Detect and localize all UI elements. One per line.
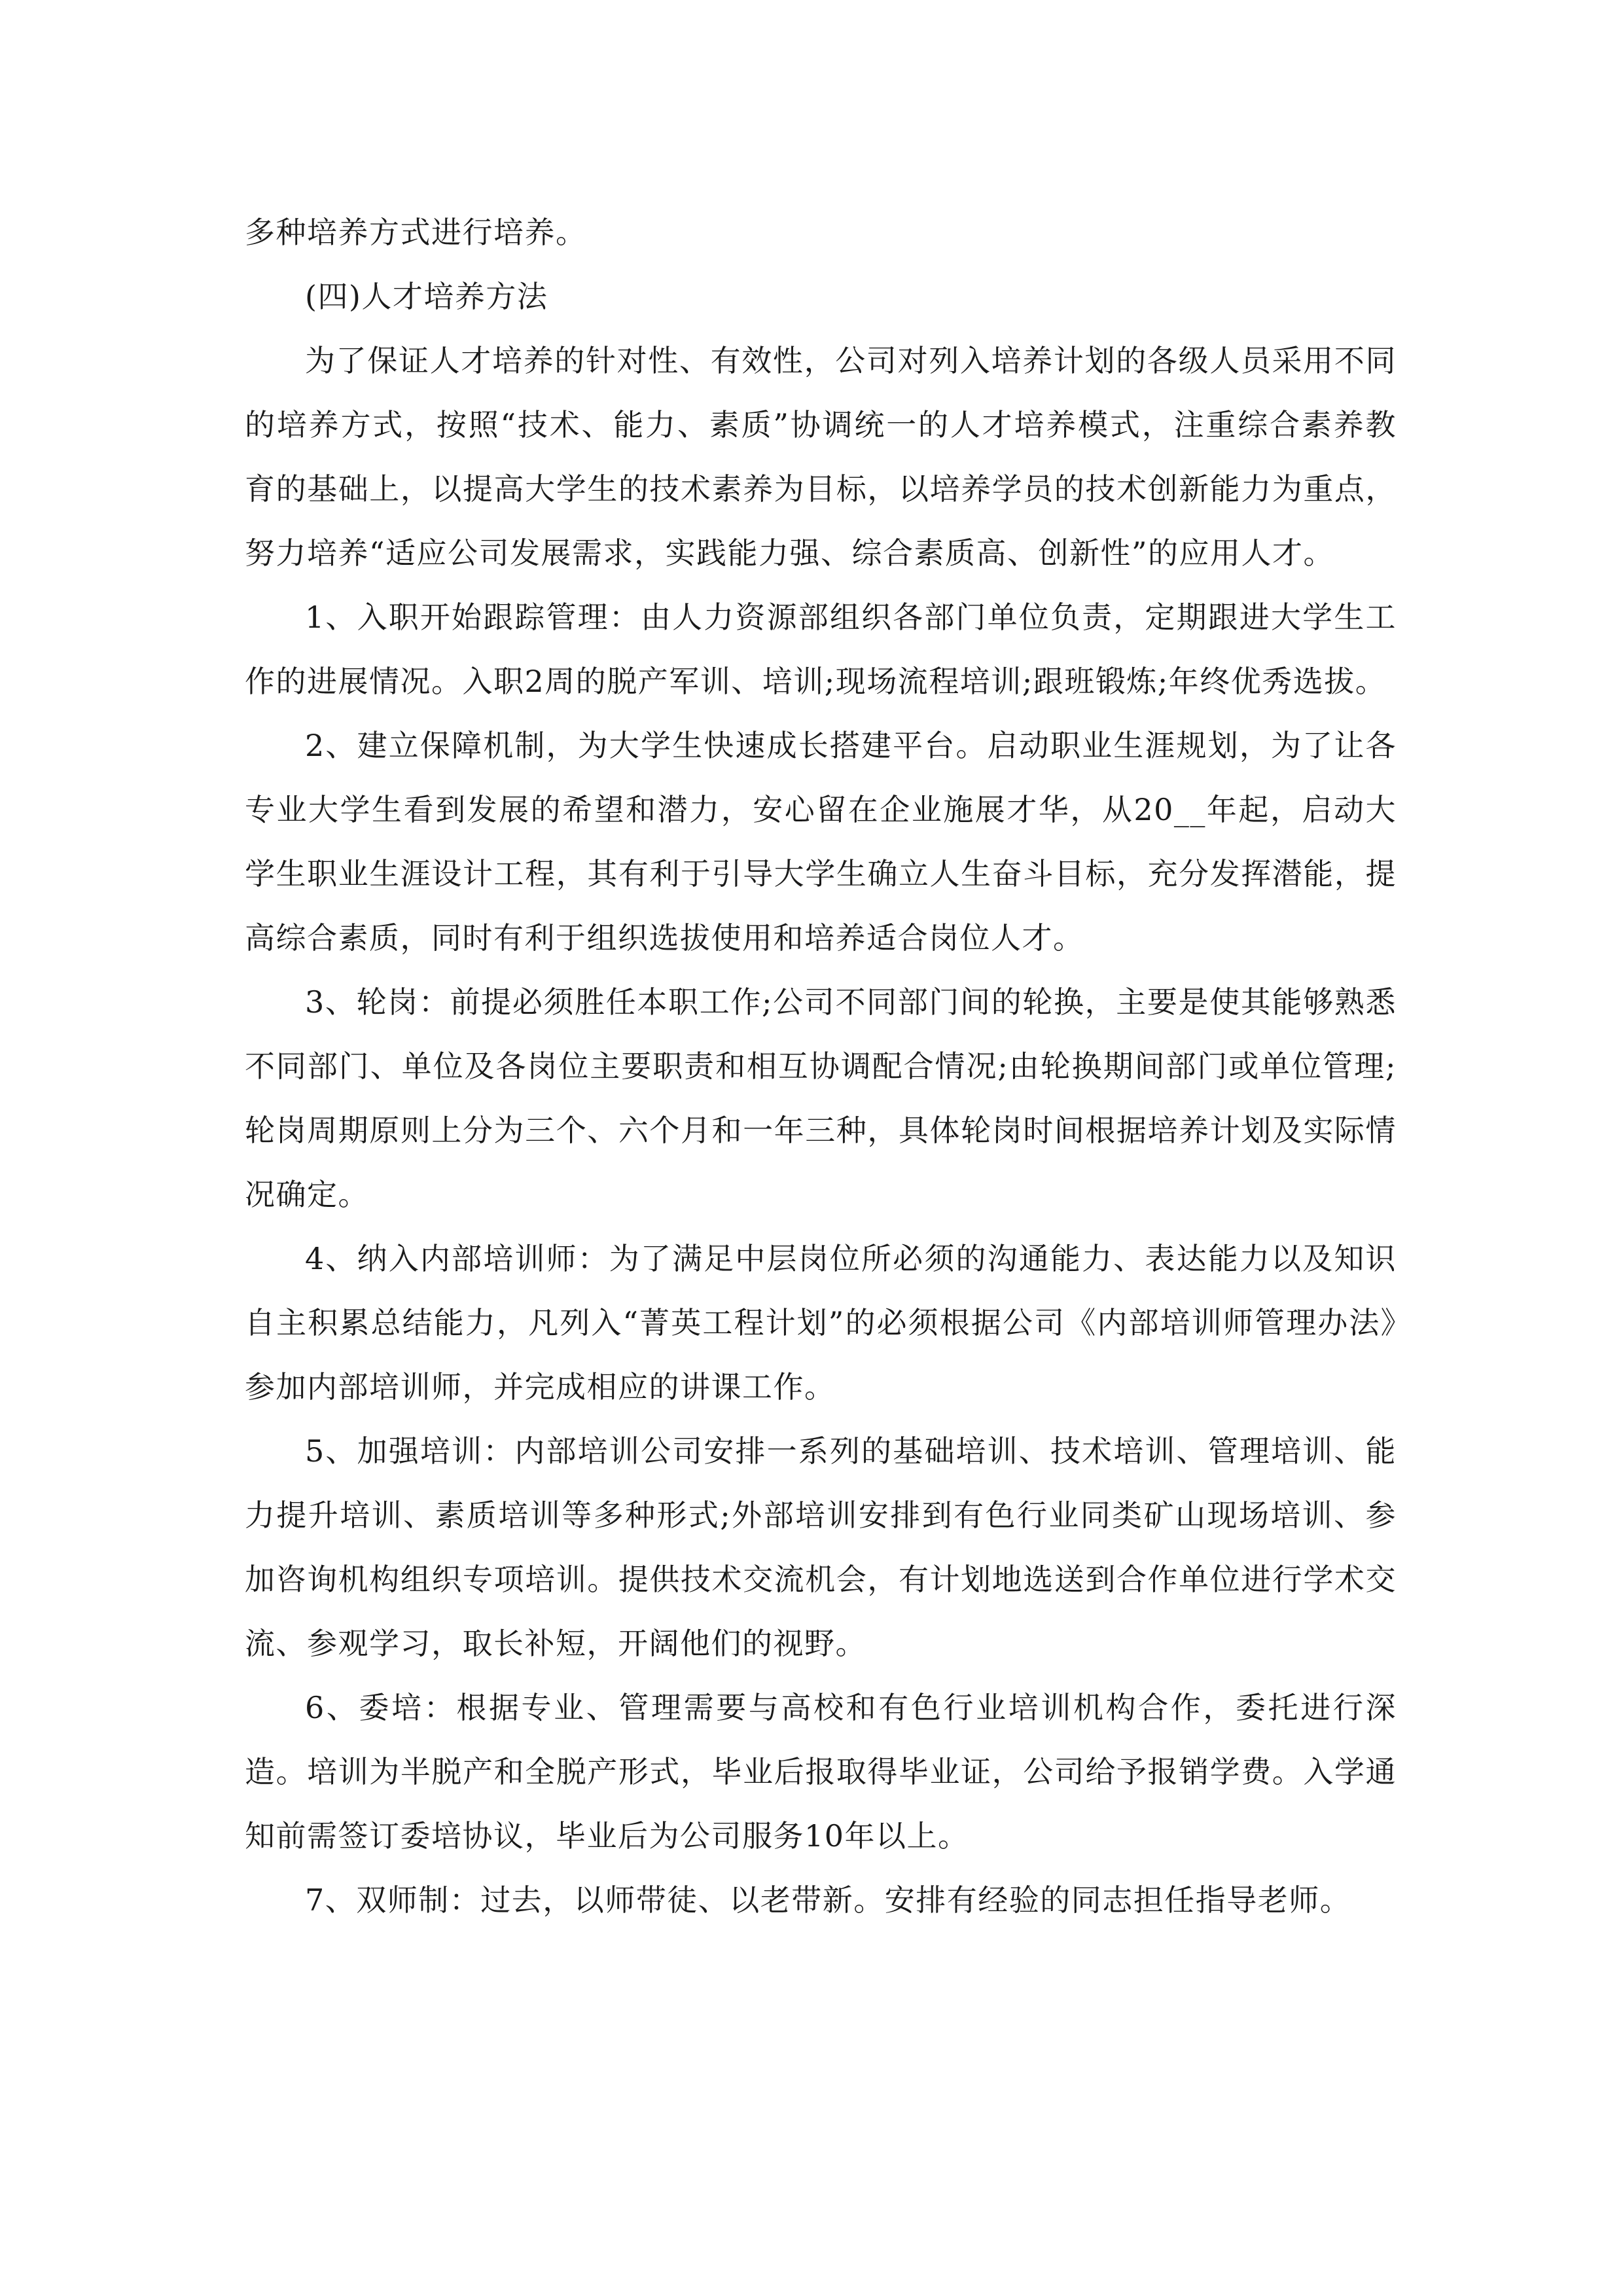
list-item-6: 6、委培：根据专业、管理需要与高校和有色行业培训机构合作，委托进行深造。培训为半脱产和全脱产形式，毕业后报取得毕业证，公司给予报销学费。入学通知前需签订委培协议，毕业后为公司服务10年以上。	[245, 1690, 1397, 1854]
paragraph-intro: 为了保证人才培养的针对性、有效性，公司对列入培养计划的各级人员采用不同的培养方式，按照“技术、能力、素质”协调统一的人才培养模式，注重综合素养教育的基础上，以提高大学生的技术素养为目标，以培养学员的技术创新能力为重点，努力培养“适应公司发展需求，实践能力强、综合素质高、创新性”的应用人才。	[245, 343, 1397, 571]
paragraph-continuation: 多种培养方式进行培养。	[245, 215, 587, 250]
section-heading: (四)人才培养方法	[305, 279, 548, 314]
list-item-2: 2、建立保障机制，为大学生快速成长搭建平台。启动职业生涯规划，为了让各专业大学生看到发展的希望和潜力，安心留在企业施展才华，从20__年起，启动大学生职业生涯设计工程，其有利于引导大学生确立人生奋斗目标，充分发挥潜能，提高综合素质，同时有利于组织选拔使用和培养适合岗位人才。	[245, 728, 1397, 956]
document-body	[245, 200, 1397, 1932]
list-item-7: 7、双师制：过去，以师带徒、以老带新。安排有经验的同志担任指导老师。	[305, 1882, 1351, 1918]
list-item-5: 5、加强培训：内部培训公司安排一系列的基础培训、技术培训、管理培训、能力提升培训、素质培训等多种形式;外部培训安排到有色行业同类矿山现场培训、参加咨询机构组织专项培训。提供技术交流机会，有计划地选送到合作单位进行学术交流、参观学习，取长补短，开阔他们的视野。	[245, 1433, 1397, 1661]
list-item-4: 4、纳入内部培训师：为了满足中层岗位所必须的沟通能力、表达能力以及知识自主积累总结能力，凡列入“菁英工程计划”的必须根据公司《内部培训师管理办法》参加内部培训师，并完成相应的讲课工作。	[245, 1241, 1397, 1405]
list-item-3: 3、轮岗：前提必须胜任本职工作;公司不同部门间的轮换，主要是使其能够熟悉不同部门、单位及各岗位主要职责和相互协调配合情况;由轮换期间部门或单位管理;轮岗周期原则上分为三个、六个月和一年三种，具体轮岗时间根据培养计划及实际情况确定。	[245, 984, 1397, 1212]
list-item-1: 1、入职开始跟踪管理：由人力资源部组织各部门单位负责，定期跟进大学生工作的进展情况。入职2周的脱产军训、培训;现场流程培训;跟班锻炼;年终优秀选拔。	[245, 600, 1397, 699]
